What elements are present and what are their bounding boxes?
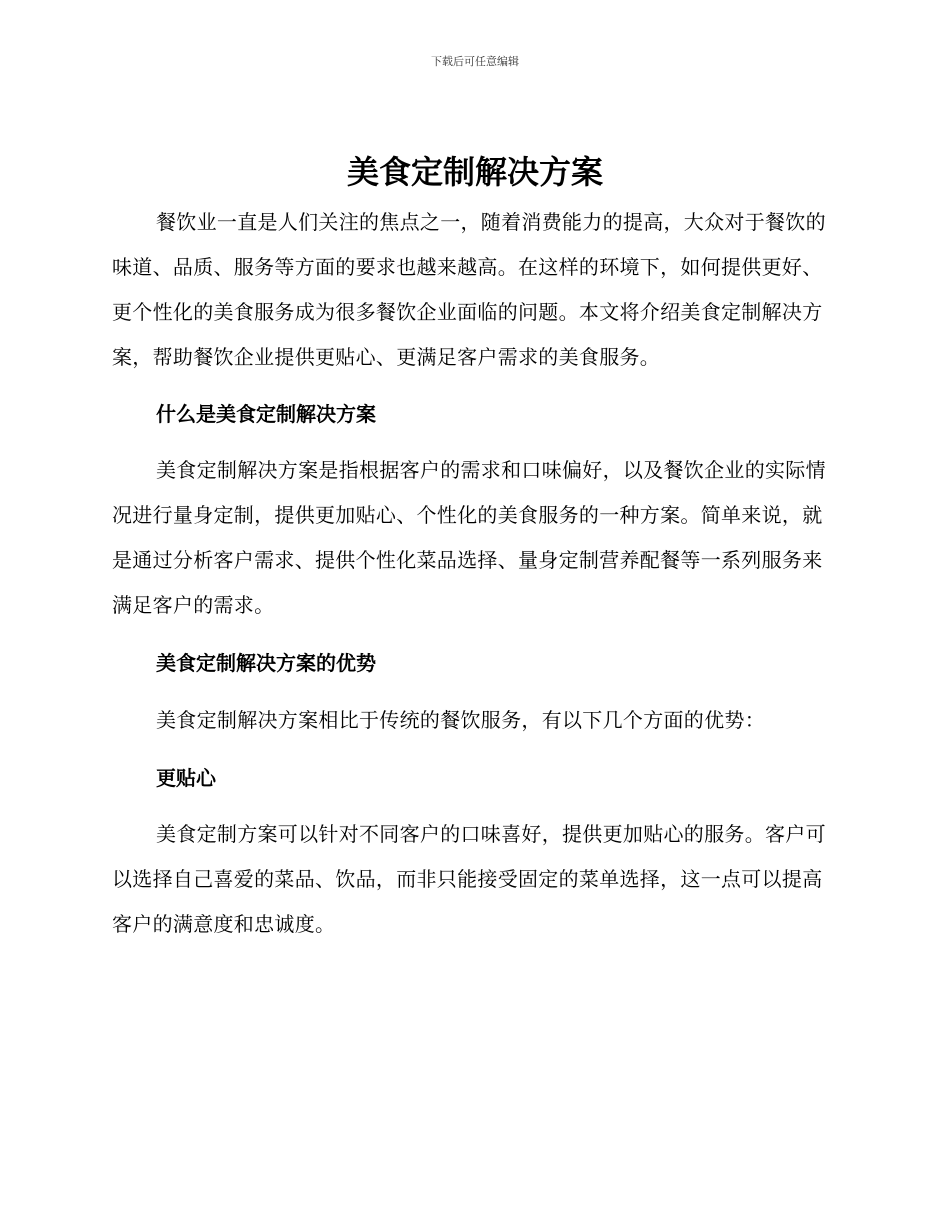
heading-advantages: 美食定制解决方案的优势 (156, 651, 376, 675)
heading-what-is: 什么是美食定制解决方案 (156, 402, 376, 426)
definition-paragraph: 美食定制解决方案是指根据客户的需求和口味偏好，以及餐饮企业的实际情况进行量身定制，提供更加贴心、个性化的美食服务的一种方案。简单来说，就是通过分析客户需求、提供个性化菜品选择、量身定制营养配餐等一系列服务来满足客户的需求。 (112, 458, 826, 617)
more-caring-paragraph: 美食定制方案可以针对不同客户的口味喜好，提供更加贴心的服务。客户可以选择自己喜爱的菜品、饮品，而非只能接受固定的菜单选择，这一点可以提高客户的满意度和忠诚度。 (112, 822, 826, 936)
page-header: 下载后可任意编辑 (431, 55, 519, 68)
heading-more-caring: 更贴心 (156, 766, 216, 790)
advantages-intro-paragraph: 美食定制解决方案相比于传统的餐饮服务，有以下几个方面的优势： (156, 708, 765, 732)
intro-paragraph: 餐饮业一直是人们关注的焦点之一，随着消费能力的提高，大众对于餐饮的味道、品质、服务等方面的要求也越来越高。在这样的环境下，如何提供更好、更个性化的美食服务成为很多餐饮企业面临的问题。本文将介绍美食定制解决方案，帮助餐饮企业提供更贴心、更满足客户需求的美食服务。 (112, 210, 826, 369)
document-title: 美食定制解决方案 (346, 153, 603, 191)
